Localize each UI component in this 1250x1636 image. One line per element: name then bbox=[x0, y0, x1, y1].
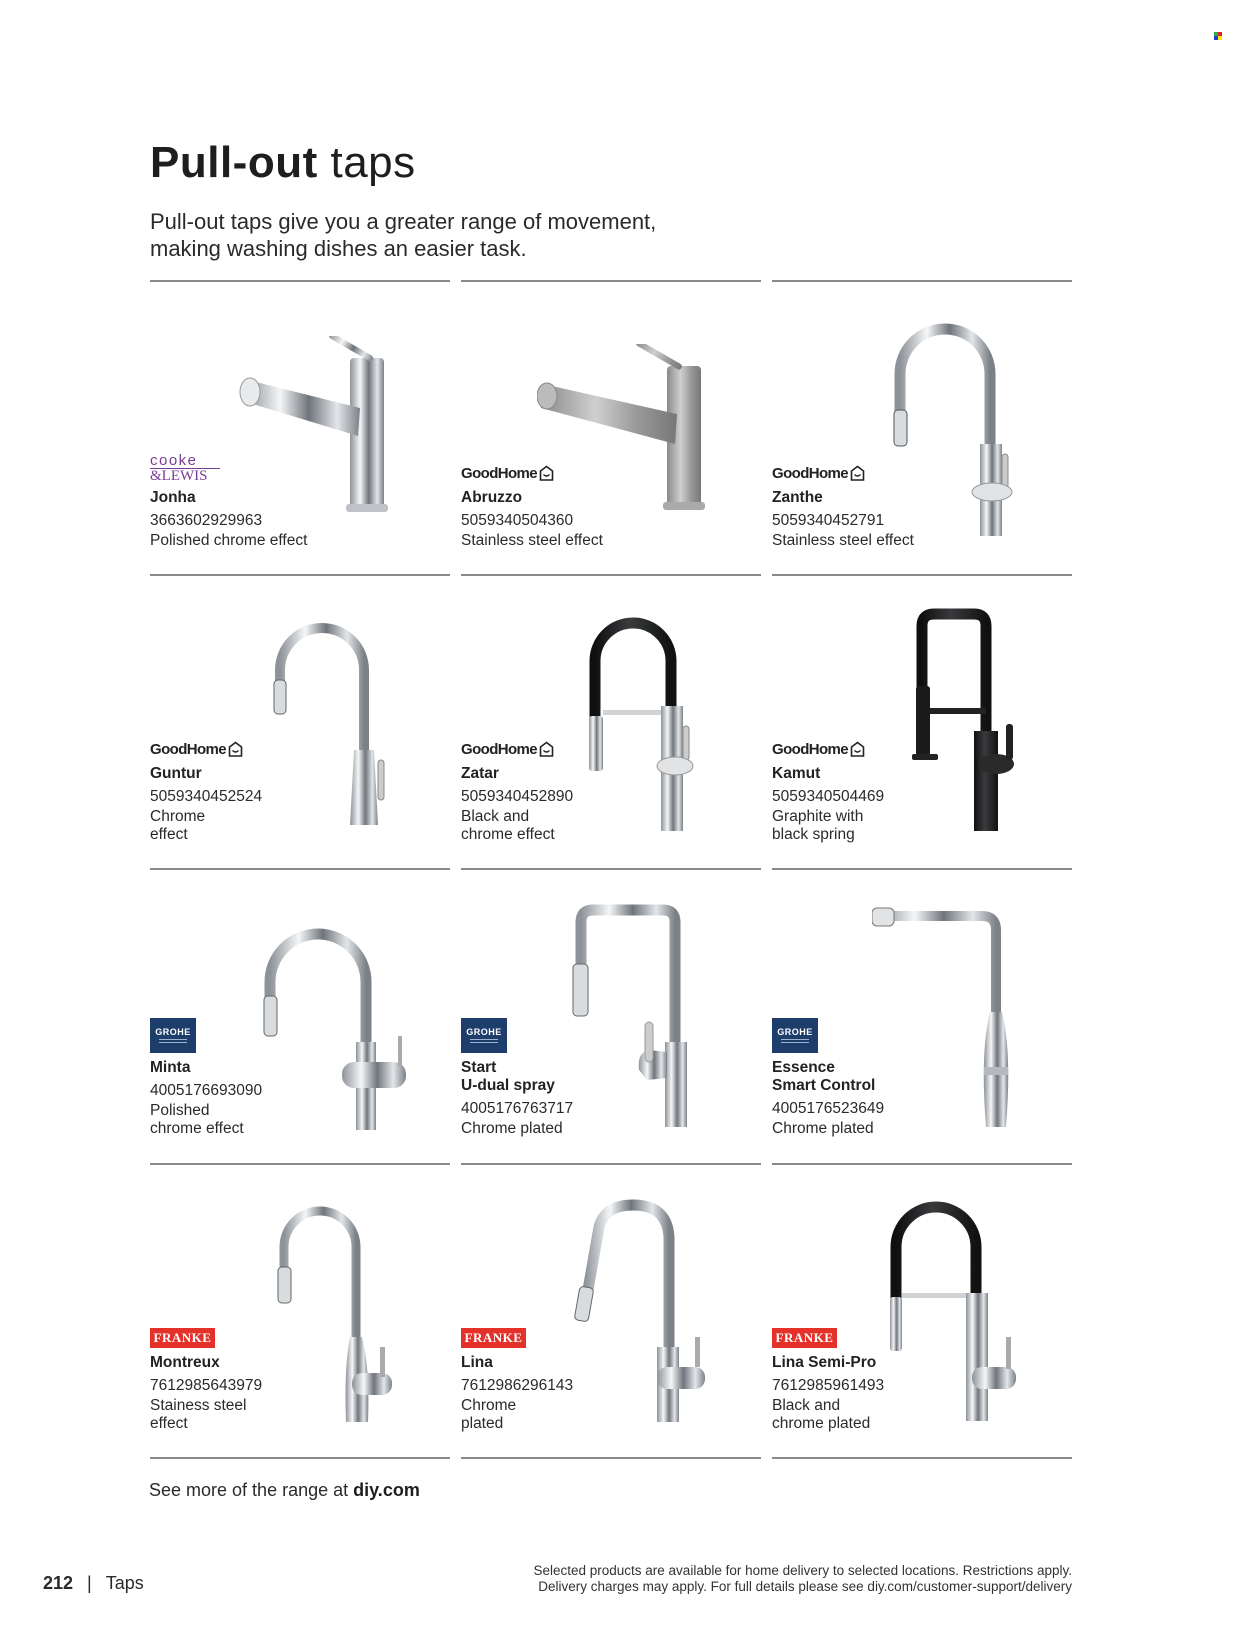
product-card[interactable] bbox=[461, 1167, 761, 1457]
product-card[interactable] bbox=[772, 578, 1072, 868]
product-finish: Stainless steel effect bbox=[772, 532, 914, 549]
product-code: 7612985961493 bbox=[772, 1377, 885, 1394]
intro-line-2: making washing dishes an easier task. bbox=[150, 236, 527, 261]
product-info bbox=[461, 1018, 636, 1138]
product-finish-line-1: Chrome bbox=[461, 1397, 517, 1414]
product-finish-line-2: chrome plated bbox=[772, 1415, 871, 1432]
product-code: 3663602929963 bbox=[150, 512, 263, 529]
product-finish-line-2: chrome effect bbox=[461, 826, 555, 843]
product-info bbox=[772, 1328, 947, 1433]
product-name: Minta bbox=[150, 1059, 191, 1076]
divider bbox=[150, 280, 450, 282]
product-code: 5059340452890 bbox=[461, 788, 574, 805]
product-finish-line-2: plated bbox=[461, 1415, 504, 1432]
product-card[interactable] bbox=[150, 872, 450, 1162]
product-name: Montreux bbox=[150, 1354, 220, 1371]
divider bbox=[772, 1163, 1072, 1165]
product-card[interactable] bbox=[150, 1167, 450, 1457]
product-info bbox=[461, 463, 636, 550]
page-title bbox=[150, 138, 416, 188]
section-name: Taps bbox=[105, 1573, 144, 1593]
divider bbox=[461, 868, 761, 870]
divider bbox=[150, 1457, 450, 1459]
product-card[interactable] bbox=[461, 578, 761, 868]
product-name: Zanthe bbox=[772, 489, 823, 506]
product-card[interactable] bbox=[461, 872, 761, 1162]
brand-logo-grohe: GROHE bbox=[150, 1018, 196, 1053]
brand-logo-goodhome: GoodHome bbox=[150, 739, 325, 759]
product-code: 5059340504360 bbox=[461, 512, 574, 529]
divider bbox=[772, 574, 1072, 576]
product-name: Jonha bbox=[150, 489, 196, 506]
divider bbox=[772, 280, 1072, 282]
four-color-square-icon bbox=[1214, 32, 1222, 40]
title-light: taps bbox=[330, 138, 416, 187]
product-name-line-1: Start bbox=[461, 1059, 497, 1076]
product-info bbox=[461, 739, 636, 844]
product-finish: Polished chrome effect bbox=[150, 532, 308, 549]
product-name-line-2: U-dual spray bbox=[461, 1077, 555, 1094]
product-code: 7612986296143 bbox=[461, 1377, 574, 1394]
product-name: Lina bbox=[461, 1354, 493, 1371]
product-info bbox=[150, 739, 325, 844]
product-card[interactable] bbox=[772, 284, 1072, 574]
divider bbox=[461, 574, 761, 576]
house-smile-icon bbox=[539, 465, 554, 481]
brand-logo-franke: FRANKE bbox=[461, 1328, 526, 1348]
product-name: Lina Semi-Pro bbox=[772, 1354, 877, 1371]
page-footer bbox=[43, 1573, 144, 1594]
product-card[interactable] bbox=[772, 872, 1072, 1162]
product-finish: Chrome plated bbox=[461, 1120, 563, 1137]
product-code: 4005176693090 bbox=[150, 1082, 263, 1099]
divider bbox=[461, 1163, 761, 1165]
brand-logo-grohe: GROHE bbox=[461, 1018, 507, 1053]
product-name-line-2: Smart Control bbox=[772, 1077, 876, 1094]
product-card[interactable] bbox=[150, 578, 450, 868]
product-finish-line-2: effect bbox=[150, 1415, 188, 1432]
divider bbox=[772, 1457, 1072, 1459]
brand-logo-grohe: GROHE bbox=[772, 1018, 818, 1053]
product-finish: Chrome plated bbox=[772, 1120, 874, 1137]
product-finish-line-2: chrome effect bbox=[150, 1120, 244, 1137]
divider bbox=[461, 280, 761, 282]
product-info bbox=[461, 1328, 636, 1433]
divider bbox=[150, 574, 450, 576]
product-name: Guntur bbox=[150, 765, 202, 782]
divider bbox=[461, 1457, 761, 1459]
disclaimer-line-1: Selected products are available for home delivery to selected locations. Restrictions apply. bbox=[533, 1563, 1072, 1578]
product-info bbox=[772, 463, 947, 550]
product-code: 5059340504469 bbox=[772, 788, 885, 805]
product-code: 7612985643979 bbox=[150, 1377, 263, 1394]
diy-com-link[interactable]: diy.com bbox=[353, 1480, 420, 1500]
product-card[interactable] bbox=[150, 284, 450, 574]
product-finish-line-1: Graphite with bbox=[772, 808, 864, 825]
intro-line-1: Pull-out taps give you a greater range of movement, bbox=[150, 209, 657, 234]
house-smile-icon bbox=[850, 465, 865, 481]
product-finish-line-1: Stainess steel bbox=[150, 1397, 247, 1414]
brand-logo-goodhome: GoodHome bbox=[772, 463, 947, 483]
brand-logo-goodhome: GoodHome bbox=[772, 739, 947, 759]
product-code: 5059340452524 bbox=[150, 788, 263, 805]
divider bbox=[150, 868, 450, 870]
intro-text bbox=[150, 208, 750, 262]
product-card[interactable] bbox=[772, 1167, 1072, 1457]
product-finish-line-1: Black and bbox=[461, 808, 530, 825]
product-info bbox=[150, 1328, 325, 1433]
disclaimer-line-2: Delivery charges may apply. For full details please see diy.com/customer-support/delivery bbox=[538, 1579, 1072, 1594]
product-name-line-1: Essence bbox=[772, 1059, 835, 1076]
divider bbox=[150, 1163, 450, 1165]
product-code: 5059340452791 bbox=[772, 512, 885, 529]
product-finish: Stainless steel effect bbox=[461, 532, 603, 549]
product-info bbox=[772, 739, 947, 844]
product-finish-line-1: Polished bbox=[150, 1102, 210, 1119]
delivery-disclaimer bbox=[533, 1563, 1072, 1595]
product-name: Zatar bbox=[461, 765, 499, 782]
brand-logo-cooke-lewis: cooke &LEWIS bbox=[150, 454, 220, 483]
product-name: Kamut bbox=[772, 765, 821, 782]
house-smile-icon bbox=[850, 741, 865, 757]
brand-logo-franke: FRANKE bbox=[150, 1328, 215, 1348]
brand-logo-franke: FRANKE bbox=[772, 1328, 837, 1348]
product-card[interactable] bbox=[461, 284, 761, 574]
product-info bbox=[772, 1018, 947, 1138]
see-more-text bbox=[149, 1480, 420, 1501]
product-finish-line-2: effect bbox=[150, 826, 188, 843]
house-smile-icon bbox=[228, 741, 243, 757]
waves-icon bbox=[781, 1039, 809, 1043]
see-more-prefix: See more of the range at bbox=[149, 1480, 349, 1500]
product-code: 4005176523649 bbox=[772, 1100, 885, 1117]
title-bold: Pull-out bbox=[150, 138, 318, 187]
brand-logo-goodhome: GoodHome bbox=[461, 739, 636, 759]
page-number: 212 bbox=[43, 1573, 74, 1593]
product-code: 4005176763717 bbox=[461, 1100, 574, 1117]
product-info bbox=[150, 1018, 325, 1138]
waves-icon bbox=[159, 1039, 187, 1043]
divider bbox=[772, 868, 1072, 870]
product-info bbox=[150, 454, 325, 550]
brand-logo-goodhome: GoodHome bbox=[461, 463, 636, 483]
product-finish-line-1: Chrome bbox=[150, 808, 206, 825]
product-finish-line-2: black spring bbox=[772, 826, 855, 843]
footer-separator: | bbox=[87, 1573, 92, 1593]
house-smile-icon bbox=[539, 741, 554, 757]
waves-icon bbox=[470, 1039, 498, 1043]
product-name: Abruzzo bbox=[461, 489, 523, 506]
product-finish-line-1: Black and bbox=[772, 1397, 841, 1414]
